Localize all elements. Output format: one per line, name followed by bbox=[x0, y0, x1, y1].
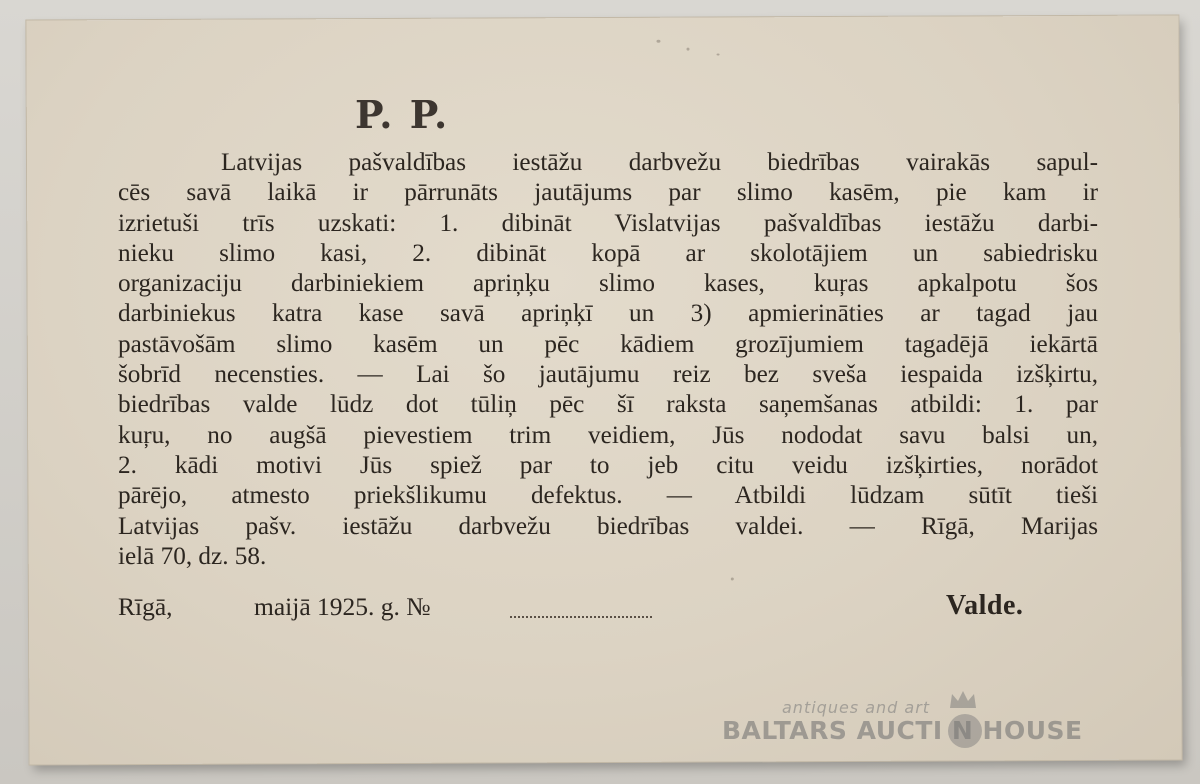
letter-line: nieku slimo kasi, 2. dibināt kopā ar skolotājiem un sabiedrisku bbox=[118, 239, 1098, 267]
letter-line: izrietuši trīs uzskati: 1. dibināt Vislatvijas pašvaldības iestāžu darbi- bbox=[118, 209, 1098, 237]
footer-date: maijā 1925. g. № bbox=[254, 592, 431, 621]
letter-line: organizaciju darbiniekiem apriņķu slimo kases, kuŗas apkalpotu šos bbox=[118, 270, 1098, 298]
watermark-brand: BALTARS AUCTI N HOUSE bbox=[722, 716, 1083, 745]
document-heading: P. P. bbox=[355, 92, 450, 137]
letter-footer bbox=[118, 592, 1098, 632]
letter-line: 2. kādi motivi Jūs spiež par to jeb citu veidu izšķirties, norādot bbox=[118, 451, 1098, 479]
paper-speck bbox=[656, 40, 660, 43]
letter-line: pastāvošām slimo kasēm un pēc kādiem grozījumiem tagadējā iekārtā bbox=[118, 330, 1098, 358]
auction-watermark bbox=[722, 688, 1142, 758]
letter-line: biedrības valde lūdz dot tūliņ pēc šī raksta saņemšanas atbildi: 1. par bbox=[118, 391, 1098, 419]
paper-speck bbox=[731, 577, 734, 580]
paper-speck bbox=[687, 48, 690, 51]
letter-line: ielā 70, dz. 58. bbox=[118, 542, 267, 570]
letter-line: kuŗu, no augšā pievestiem trim veidiem, Jūs nododat savu balsi un, bbox=[118, 421, 1098, 449]
letter-line: darbiniekus katra kase savā apriņķī un 3) apmierināties ar tagad jau bbox=[118, 300, 1098, 328]
letter-line: šobrīd necensties. — Lai šo jautājumu reiz bez sveša iespaida izšķirtu, bbox=[118, 361, 1098, 389]
coin-icon bbox=[948, 714, 982, 748]
letter-body bbox=[118, 148, 1098, 572]
paper-speck bbox=[717, 53, 720, 55]
crown-icon bbox=[948, 688, 978, 712]
letter-line: pārējo, atmesto priekšlikumu defektus. — Atbildi lūdzam sūtīt tieši bbox=[118, 482, 1098, 510]
footer-signature: Valde. bbox=[946, 590, 1024, 621]
number-blank-line bbox=[510, 616, 652, 618]
watermark-tagline: antiques and art bbox=[782, 698, 931, 717]
letter-line: Latvijas pašvaldības iestāžu darbvežu biedrības vairakās sapul- bbox=[221, 149, 1098, 176]
letter-line: cēs savā laikā ir pārrunāts jautājums par slimo kasēm, pie kam ir bbox=[118, 179, 1098, 207]
letter-line: Latvijas pašv. iestāžu darbvežu biedrības valdei. — Rīgā, Marijas bbox=[118, 512, 1098, 540]
footer-place: Rīgā, bbox=[118, 592, 173, 621]
